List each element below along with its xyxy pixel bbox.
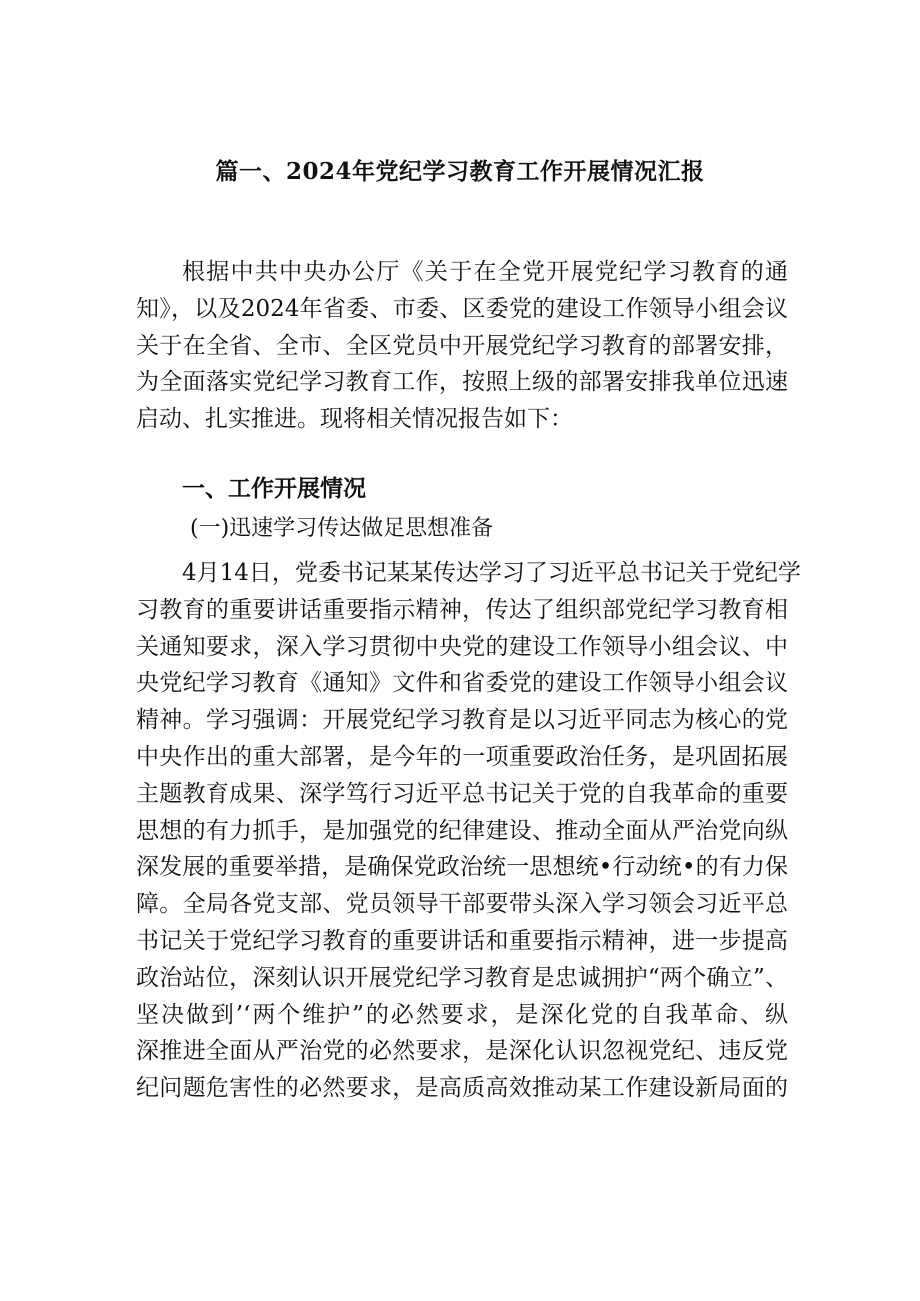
section-heading: 一、工作开展情况 <box>182 475 366 502</box>
intro-paragraph <box>136 254 788 438</box>
paragraph-line: 启动、扎实推进。现将相关情况报告如下： <box>136 406 573 433</box>
paragraph-line: 知》，以及2024年省委、市委、区委党的建设工作领导小组会议 <box>136 295 788 322</box>
paragraph-line: 障。全局各党支部、党员领导干部要带头深入学习领会习近平总 <box>136 891 788 918</box>
paragraph-line: 为全面落实党纪学习教育工作，按照上级的部署安排我单位迅速 <box>136 369 788 396</box>
document-title: 篇一、2024年党纪学习教育工作开展情况汇报 <box>215 158 705 185</box>
paragraph-line: 根据中共中央办公厅《关于在全党开展党纪学习教育的通 <box>182 259 788 285</box>
subsection-heading: (一)迅速学习传达做足思想准备 <box>190 516 494 541</box>
paragraph-line: 关于在全省、全市、全区党员中开展党纪学习教育的部署安排， <box>136 332 788 359</box>
paragraph-line: 政治站位，深刻认识开展党纪学习教育是忠诚拥护“两个确立”、 <box>136 964 788 991</box>
paragraph-line: 央党纪学习教育《通知》文件和省委党的建设工作领导小组会议 <box>136 670 788 697</box>
paragraph-line: 主题教育成果、深学笃行习近平总书记关于党的自我革命的重要 <box>136 780 788 807</box>
paragraph-line: 思想的有力抓手，是加强党的纪律建设、推动全面从严治党向纵 <box>136 817 788 844</box>
paragraph-line: 深发展的重要举措，是确保党政治统一思想统•行动统•的有力保 <box>136 854 788 881</box>
body-paragraph <box>136 555 801 1107</box>
paragraph-line: 精神。学习强调：开展党纪学习教育是以习近平同志为核心的党 <box>136 707 788 734</box>
paragraph-line: 习教育的重要讲话重要指示精神，传达了组织部党纪学习教育相 <box>136 596 788 623</box>
paragraph-line: 坚决做到’‘两个维护”的必然要求，是深化党的自我革命、纵 <box>136 1001 788 1028</box>
paragraph-line: 深推进全面从严治党的必然要求，是深化认识忽视党纪、违反党 <box>136 1038 788 1065</box>
paragraph-line: 4月14日，党委书记某某传达学习了习近平总书记关于党纪学 <box>182 560 801 586</box>
paragraph-line: 中央作出的重大部署，是今年的一项重要政治任务，是巩固拓展 <box>136 743 788 770</box>
paragraph-line: 纪问题危害性的必然要求，是高质高效推动某工作建设新局面的 <box>136 1075 788 1102</box>
paragraph-line: 书记关于党纪学习教育的重要讲话和重要指示精神，进一步提高 <box>136 927 788 954</box>
paragraph-line: 关通知要求，深入学习贯彻中央党的建设工作领导小组会议、中 <box>136 633 788 660</box>
